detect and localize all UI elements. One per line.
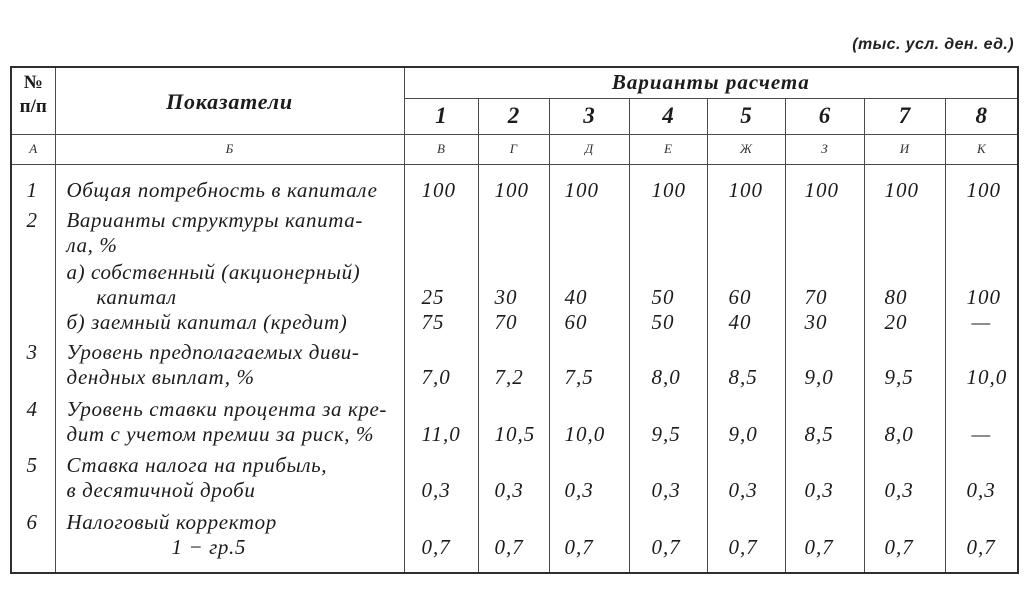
row-label-line: Общая потребность в капитале	[66, 177, 378, 202]
tax-rate-value: 0,3	[478, 447, 549, 503]
tax-rate-value: 0,3	[549, 447, 629, 503]
header-row	[11, 67, 1018, 98]
header-row-number	[11, 67, 55, 134]
dividend-level-value: 8,0	[629, 335, 707, 390]
tax-corrector-value: 0,7	[707, 503, 785, 573]
header-number-sign: №	[23, 72, 43, 93]
total-capital-value: 100	[549, 164, 629, 203]
debt-share-value: —	[945, 310, 1018, 335]
header-variant-number: 6	[785, 98, 864, 134]
column-letter: В	[404, 134, 478, 164]
header-variant-number: 8	[945, 98, 1018, 134]
row-label	[55, 390, 404, 447]
header-variant-number: 2	[478, 98, 549, 134]
empty-cell	[629, 203, 707, 258]
tax-corrector-value: 0,7	[864, 503, 945, 573]
subrow-debt-capital	[11, 310, 1018, 335]
row-label-line: в десятичной дроби	[66, 477, 256, 502]
row-number: 6	[11, 503, 55, 573]
row-label-line: дит с учетом премии за риск, %	[66, 421, 375, 446]
empty-cell	[478, 203, 549, 258]
row-label-line: Налоговый корректор	[66, 509, 277, 534]
row-label-line: капитал	[96, 284, 177, 309]
column-letter: А	[11, 134, 55, 164]
row-tax-corrector	[11, 503, 1018, 573]
total-capital-value: 100	[945, 164, 1018, 203]
column-letter: Е	[629, 134, 707, 164]
empty-cell	[864, 203, 945, 258]
row-profit-tax-rate	[11, 447, 1018, 503]
equity-share-value: 100	[945, 258, 1018, 310]
row-capital-structure	[11, 203, 1018, 258]
tax-corrector-value: 0,7	[945, 503, 1018, 573]
row-label-line: Варианты структуры капита-	[66, 207, 363, 232]
column-letter: Г	[478, 134, 549, 164]
tax-rate-value: 0,3	[707, 447, 785, 503]
equity-share-value: 50	[629, 258, 707, 310]
debt-share-value: 20	[864, 310, 945, 335]
debt-share-value: 50	[629, 310, 707, 335]
row-number: 3	[11, 335, 55, 390]
subrow-equity-capital	[11, 258, 1018, 310]
header-variant-number: 5	[707, 98, 785, 134]
debt-share-value: 75	[404, 310, 478, 335]
dividend-level-value: 7,2	[478, 335, 549, 390]
row-number: 1	[11, 164, 55, 203]
debt-share-value: 40	[707, 310, 785, 335]
equity-share-value: 40	[549, 258, 629, 310]
interest-rate-value: 8,0	[864, 390, 945, 447]
dividend-level-value: 7,0	[404, 335, 478, 390]
interest-rate-value: 10,0	[549, 390, 629, 447]
row-number: 4	[11, 390, 55, 447]
equity-share-value: 25	[404, 258, 478, 310]
calculation-variants-table	[10, 66, 1019, 574]
header-variant-number: 1	[404, 98, 478, 134]
empty-cell	[549, 203, 629, 258]
interest-rate-value: —	[945, 390, 1018, 447]
row-label-line: Ставка налога на прибыль,	[66, 452, 328, 477]
row-label-formula: 1 − гр.5	[171, 534, 246, 559]
tax-corrector-value: 0,7	[404, 503, 478, 573]
row-label	[55, 258, 404, 310]
debt-share-value: 70	[478, 310, 549, 335]
total-capital-value: 100	[404, 164, 478, 203]
empty-cell	[945, 203, 1018, 258]
debt-share-value: 30	[785, 310, 864, 335]
row-label-line: б) заемный капитал (кредит)	[66, 309, 348, 334]
row-interest-rate	[11, 390, 1018, 447]
column-letter: З	[785, 134, 864, 164]
column-letters-row	[11, 134, 1018, 164]
header-variants-title: Варианты расчета	[404, 67, 1018, 98]
equity-share-value: 30	[478, 258, 549, 310]
interest-rate-value: 11,0	[404, 390, 478, 447]
row-label-line: а) собственный (акционерный)	[66, 259, 361, 284]
header-indicators: Показатели	[55, 67, 404, 134]
header-variant-number: 3	[549, 98, 629, 134]
equity-share-value: 80	[864, 258, 945, 310]
empty-cell	[707, 203, 785, 258]
total-capital-value: 100	[707, 164, 785, 203]
dividend-level-value: 10,0	[945, 335, 1018, 390]
column-letter: И	[864, 134, 945, 164]
empty-cell	[11, 258, 55, 310]
row-number: 2	[11, 203, 55, 258]
debt-share-value: 60	[549, 310, 629, 335]
row-total-capital	[11, 164, 1018, 203]
row-label	[55, 447, 404, 503]
equity-share-value: 70	[785, 258, 864, 310]
row-label	[55, 335, 404, 390]
header-number-abbr: п/п	[19, 96, 47, 117]
row-label	[55, 503, 404, 573]
empty-cell	[404, 203, 478, 258]
row-label-line: дендных выплат, %	[66, 364, 255, 389]
column-letter: К	[945, 134, 1018, 164]
interest-rate-value: 9,0	[707, 390, 785, 447]
interest-rate-value: 9,5	[629, 390, 707, 447]
tax-corrector-value: 0,7	[478, 503, 549, 573]
dividend-level-value: 9,5	[864, 335, 945, 390]
header-variant-number: 7	[864, 98, 945, 134]
interest-rate-value: 10,5	[478, 390, 549, 447]
row-label-line: Уровень предполагаемых диви-	[66, 339, 360, 364]
row-label-line: Уровень ставки процента за кре-	[66, 396, 387, 421]
tax-corrector-value: 0,7	[629, 503, 707, 573]
header-variant-number: 4	[629, 98, 707, 134]
total-capital-value: 100	[785, 164, 864, 203]
equity-share-value: 60	[707, 258, 785, 310]
tax-corrector-value: 0,7	[549, 503, 629, 573]
row-label-line: ла, %	[66, 232, 118, 257]
tax-corrector-value: 0,7	[785, 503, 864, 573]
column-letter: Б	[55, 134, 404, 164]
row-number: 5	[11, 447, 55, 503]
empty-cell	[785, 203, 864, 258]
tax-rate-value: 0,3	[404, 447, 478, 503]
dividend-level-value: 7,5	[549, 335, 629, 390]
dividend-level-value: 9,0	[785, 335, 864, 390]
row-dividend-level	[11, 335, 1018, 390]
total-capital-value: 100	[629, 164, 707, 203]
interest-rate-value: 8,5	[785, 390, 864, 447]
tax-rate-value: 0,3	[785, 447, 864, 503]
column-letter: Д	[549, 134, 629, 164]
tax-rate-value: 0,3	[629, 447, 707, 503]
empty-cell	[11, 310, 55, 335]
tax-rate-value: 0,3	[945, 447, 1018, 503]
units-note: (тыс. усл. ден. ед.)	[852, 36, 1014, 53]
total-capital-value: 100	[864, 164, 945, 203]
total-capital-value: 100	[478, 164, 549, 203]
dividend-level-value: 8,5	[707, 335, 785, 390]
row-label	[55, 203, 404, 258]
column-letter: Ж	[707, 134, 785, 164]
row-label	[55, 310, 404, 335]
tax-rate-value: 0,3	[864, 447, 945, 503]
row-label	[55, 164, 404, 203]
